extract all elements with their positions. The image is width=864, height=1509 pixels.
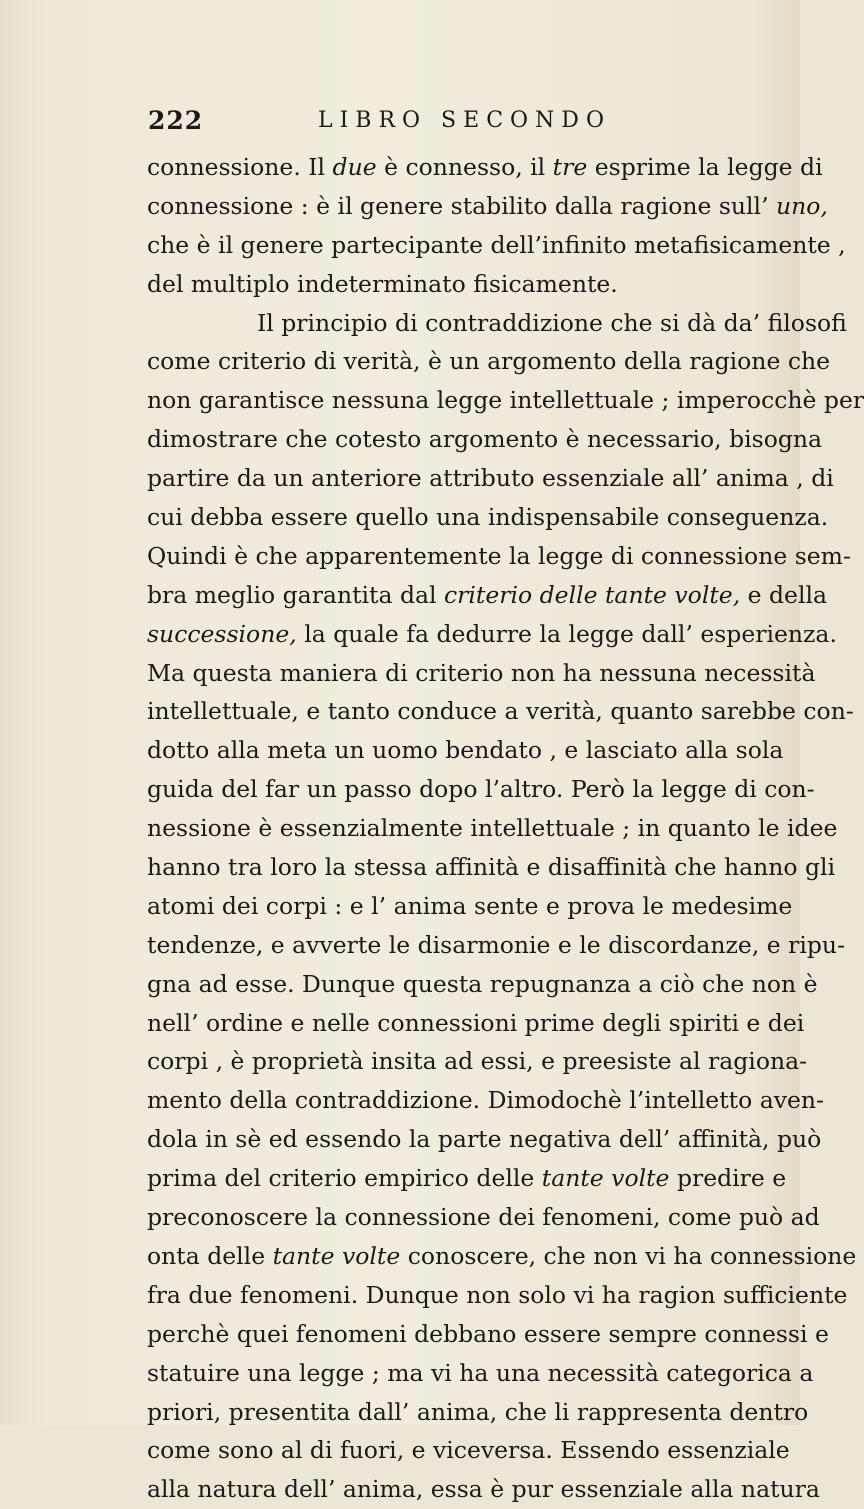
text-segment: tendenze, e avverte le disarmonie e le discordanze, e ripu-	[147, 930, 846, 959]
text-segment: connessione. Il	[147, 153, 333, 181]
text-segment: esprime la legge di	[587, 153, 823, 181]
text-line	[147, 1237, 857, 1276]
text-line	[147, 576, 828, 615]
text-segment: la quale fa dedurre la legge dall’ esperienza.	[296, 619, 837, 648]
text-line	[147, 381, 864, 420]
italic-text: successione,	[147, 619, 297, 648]
text-line	[147, 226, 846, 265]
text-line	[147, 1431, 790, 1470]
text-segment: dotto alla meta un uomo bendato , e lasciato alla sola	[147, 736, 784, 765]
text-segment: bra meglio garantita dal	[147, 580, 444, 609]
text-segment: nessione è essenzialmente intellettuale ; in quanto le idee	[147, 814, 838, 843]
body-text	[147, 148, 864, 1509]
text-line	[147, 965, 818, 1004]
text-segment: non garantisce nessuna legge intellettuale ; imperocchè per	[147, 386, 864, 415]
text-segment: e della	[740, 580, 828, 609]
italic-text: tante volte	[272, 1241, 401, 1270]
text-line	[147, 1042, 808, 1081]
text-line	[147, 692, 854, 731]
text-segment: connessione : è il genere stabilito dalla ragione sull’	[147, 191, 777, 220]
text-line	[147, 887, 793, 926]
text-line	[147, 1470, 820, 1509]
text-line	[147, 1393, 809, 1432]
text-line	[147, 187, 828, 226]
text-segment: Il principio di contraddizione che si dà da’ filosofi	[257, 308, 847, 337]
text-line	[147, 498, 829, 537]
text-line	[147, 1004, 805, 1043]
text-line	[147, 809, 838, 848]
text-segment: Ma questa maniera di criterio non ha nessuna necessità	[147, 658, 816, 687]
text-line	[147, 848, 836, 887]
text-line	[147, 342, 831, 381]
text-line	[147, 537, 851, 576]
text-segment: corpi , è proprietà insita ad essi, e preesiste al ragiona-	[147, 1047, 808, 1076]
text-line	[147, 654, 816, 693]
text-segment: è connesso, il	[376, 153, 553, 181]
text-segment: atomi dei corpi : e l’ anima sente e prova le medesime	[147, 891, 793, 920]
text-line	[147, 615, 837, 654]
text-segment: come criterio di verità, è un argomento della ragione che	[147, 347, 831, 376]
text-segment: mento della contraddizione. Dimodochè l’intelletto aven-	[147, 1086, 824, 1115]
text-segment: intellettuale, e tanto conduce a verità, quanto sarebbe con-	[147, 697, 854, 726]
text-line	[147, 1120, 822, 1159]
text-line	[147, 148, 823, 187]
text-segment: Quindi è che apparentemente la legge di connessione sem-	[147, 541, 851, 570]
text-line	[147, 1081, 824, 1120]
page-header	[148, 106, 688, 142]
text-line	[147, 420, 823, 459]
italic-text: tante volte	[541, 1164, 670, 1193]
text-segment: statuire una legge ; ma vi ha una necessità categorica a	[147, 1358, 814, 1387]
text-segment: cui debba essere quello una indispensabile conseguenza.	[147, 503, 829, 532]
text-line	[147, 1198, 820, 1237]
text-line	[147, 926, 846, 965]
text-segment: dola in sè ed essendo la parte negativa dell’ affinità, può	[147, 1125, 822, 1154]
italic-text: uno,	[776, 191, 828, 220]
italic-text: tre	[552, 153, 588, 181]
text-segment: preconoscere la connessione dei fenomeni, come può ad	[147, 1203, 820, 1232]
text-line	[147, 770, 815, 809]
text-segment: dimostrare che cotesto argomento è necessario, bisogna	[147, 425, 823, 454]
text-line	[147, 1315, 829, 1354]
text-line	[147, 304, 847, 343]
text-line	[147, 731, 784, 770]
text-segment: partire da un anteriore attributo essenziale all’ anima , di	[147, 464, 834, 493]
text-segment: perchè quei fenomeni debbano essere sempre connessi e	[147, 1319, 829, 1348]
text-segment: prima del criterio empirico delle	[147, 1164, 542, 1193]
text-segment: fra due fenomeni. Dunque non solo vi ha ragion sufficiente	[147, 1280, 848, 1309]
text-line	[147, 459, 834, 498]
text-segment: nell’ ordine e nelle connessioni prime degli spiriti e dei	[147, 1008, 805, 1037]
text-line	[147, 1276, 848, 1315]
text-line	[147, 265, 769, 304]
text-segment: come sono al di fuori, e viceversa. Essendo essenziale	[147, 1436, 790, 1465]
text-segment: predire e	[669, 1164, 787, 1193]
text-segment: onta delle	[147, 1241, 273, 1270]
text-segment: conoscere, che non vi ha connessione	[400, 1241, 857, 1270]
text-segment: guida del far un passo dopo l’altro. Però la legge di con-	[147, 775, 815, 804]
page-number: 222	[148, 106, 204, 135]
text-segment: gna ad esse. Dunque questa repugnanza a ciò che non è	[147, 969, 818, 998]
italic-text: due	[332, 153, 377, 181]
text-segment: priori, presentita dall’ anima, che li rappresenta dentro	[147, 1397, 809, 1426]
running-title: LIBRO SECONDO	[318, 108, 611, 133]
text-line	[147, 1159, 787, 1198]
text-segment: alla natura dell’ anima, essa è pur essenziale alla natura	[147, 1475, 820, 1504]
text-segment: che è il genere partecipante dell’infinito metafisicamente ,	[147, 230, 846, 259]
text-segment: del multiplo indeterminato fisicamente.	[147, 269, 618, 298]
italic-text: criterio delle tante volte,	[444, 580, 741, 609]
text-segment: hanno tra loro la stessa affinità e disaffinità che hanno gli	[147, 853, 836, 882]
text-line	[147, 1354, 814, 1393]
